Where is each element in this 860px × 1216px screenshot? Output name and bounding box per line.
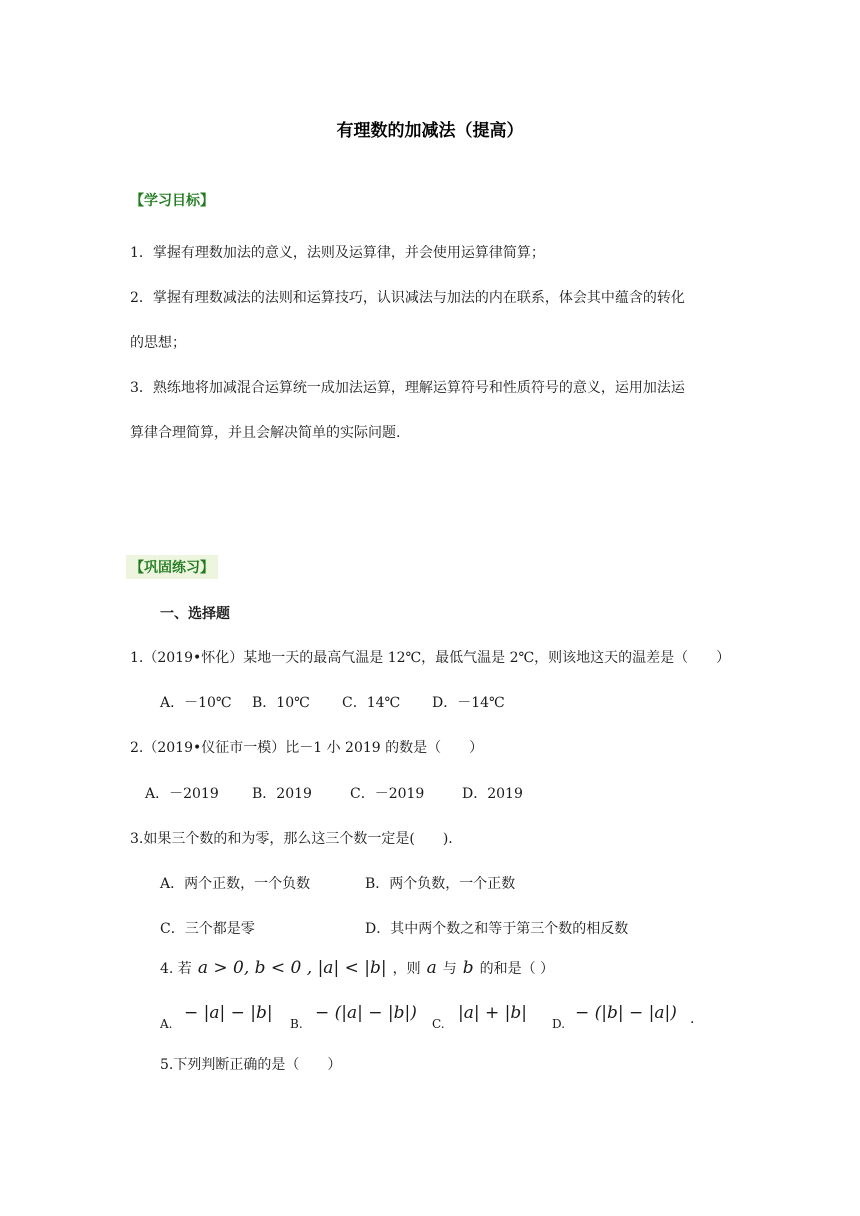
q4-condition: a > 0, b < 0 , |a| < |b|: [197, 958, 387, 978]
page-title: 有理数的加减法（提高）: [336, 121, 524, 141]
practice-heading: 【巩固练习】: [126, 555, 218, 579]
q4-option-d-expr: − (|b| − |a|): [575, 1003, 677, 1023]
q4-option-a-expr: − |a| − |b|: [184, 1003, 273, 1023]
q4-option-b-expr: − (|a| − |b|): [315, 1003, 417, 1023]
q4-suffix: 的和是（ ）: [479, 961, 555, 977]
q1-option-b: B．10℃: [252, 695, 310, 711]
q2-option-d: D．2019: [462, 786, 523, 802]
q4-var-b: b: [462, 958, 474, 978]
q4-option-a-letter: A.: [160, 1017, 173, 1031]
question-1-stem: 1.（2019•怀化）某地一天的最高气温是 12℃，最低气温是 2℃，则该地这天的温差是（ ）: [130, 650, 731, 666]
objective-item-3: 3．熟练地将加减混合运算统一成加法运算，理解运算符号和性质符号的意义，运用加法运: [130, 380, 685, 396]
objective-item-1: 1．掌握有理数加法的意义，法则及运算律，并会使用运算律简算；: [130, 245, 545, 261]
objective-item-3-cont: 算律合理简算，并且会解决简单的实际问题.: [130, 425, 401, 441]
q2-option-a: A．－2019: [145, 786, 219, 802]
q4-option-c-letter: C.: [432, 1017, 445, 1031]
question-2-stem: 2.（2019•仪征市一模）比－1 小 2019 的数是（ ）: [130, 740, 484, 756]
q3-option-b: B．两个负数，一个正数: [365, 876, 516, 892]
objectives-heading: 【学习目标】: [130, 193, 214, 209]
question-3-stem: 3.如果三个数的和为零，那么这三个数一定是( ).: [130, 831, 453, 847]
objective-item-2: 2．掌握有理数减法的法则和运算技巧，认识减法与加法的内在联系，体会其中蕴含的转化: [130, 290, 685, 306]
q4-options: [160, 1003, 700, 1037]
q4-end-period: .: [690, 1011, 695, 1027]
q3-option-a: A．两个正数，一个负数: [160, 876, 311, 892]
q4-prefix: 4. 若: [160, 961, 192, 977]
q2-option-b: B．2019: [252, 786, 312, 802]
section-choice-questions: 一、选择题: [160, 606, 230, 622]
q3-option-c: C．三个都是零: [160, 921, 255, 937]
question-5-stem: 5.下列判断正确的是（ ）: [160, 1057, 342, 1073]
q1-option-c: C．14℃: [342, 695, 401, 711]
q4-option-b-letter: B.: [290, 1017, 303, 1031]
objective-item-2-cont: 的思想；: [130, 335, 186, 351]
q4-mid: ，则: [392, 961, 421, 977]
q4-var-a: a: [426, 958, 437, 978]
q3-option-d: D．其中两个数之和等于第三个数的相反数: [365, 921, 629, 937]
q4-option-d-letter: D.: [552, 1017, 566, 1031]
q2-option-c: C．－2019: [350, 786, 425, 802]
q1-option-a: A．－10℃: [160, 695, 232, 711]
q4-with: 与: [442, 961, 457, 977]
q1-option-d: D．－14℃: [432, 695, 505, 711]
q4-option-c-expr: |a| + |b|: [458, 1003, 527, 1023]
question-4-stem: [160, 958, 554, 978]
